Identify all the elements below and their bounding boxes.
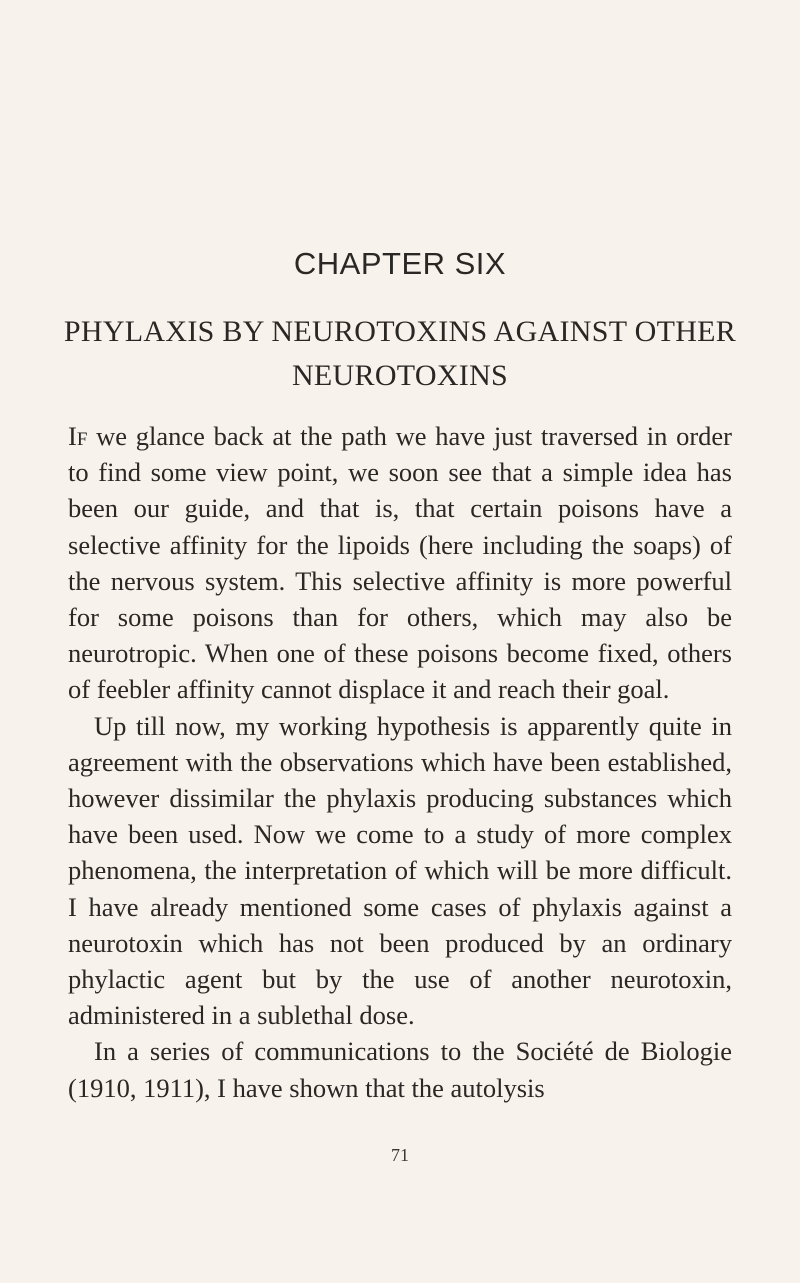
chapter-label: CHAPTER SIX — [293, 246, 507, 281]
body-text — [68, 418, 732, 1106]
paragraph-3: In a series of communications to the Société de Biologie (1910, 1911), I have shown that the autolysis — [68, 1036, 732, 1103]
paragraph-2: Up till now, my working hypothesis is apparently quite in agreement with the observations which have been established, however dissimilar the phylaxis producing substances which have been used. Now we come to a study of more complex phenomena, the interpretation of which will be more difficult. I have already mentioned some cases of phylaxis against a neurotoxin which has not been produced by an ordinary phylactic agent but by the use of another neurotoxin, administered in a sublethal dose. — [68, 710, 732, 1031]
chapter-title — [60, 310, 740, 398]
page-number: 71 — [391, 1145, 409, 1165]
paragraph-1-text: we glance back at the path we have just traversed in order to find some view point, we soon see that a simple idea has been our guide, and that is, that certain poisons have a selective affinity for the lipoids (here including the soaps) of the nervous system. This selective affinity is more powerful for some poisons than for others, which may also be neurotropic. When one of these poisons become fixed, others of feebler affinity cannot displace it and reach their goal. — [68, 421, 732, 705]
paragraph-lead-word: If — [68, 421, 88, 451]
chapter-title-line-1: PHYLAXIS BY NEUROTOXINS AGAINST OTHER — [63, 315, 737, 348]
chapter-title-line-2: NEUROTOXINS — [291, 359, 509, 392]
paragraph-1 — [68, 418, 732, 708]
